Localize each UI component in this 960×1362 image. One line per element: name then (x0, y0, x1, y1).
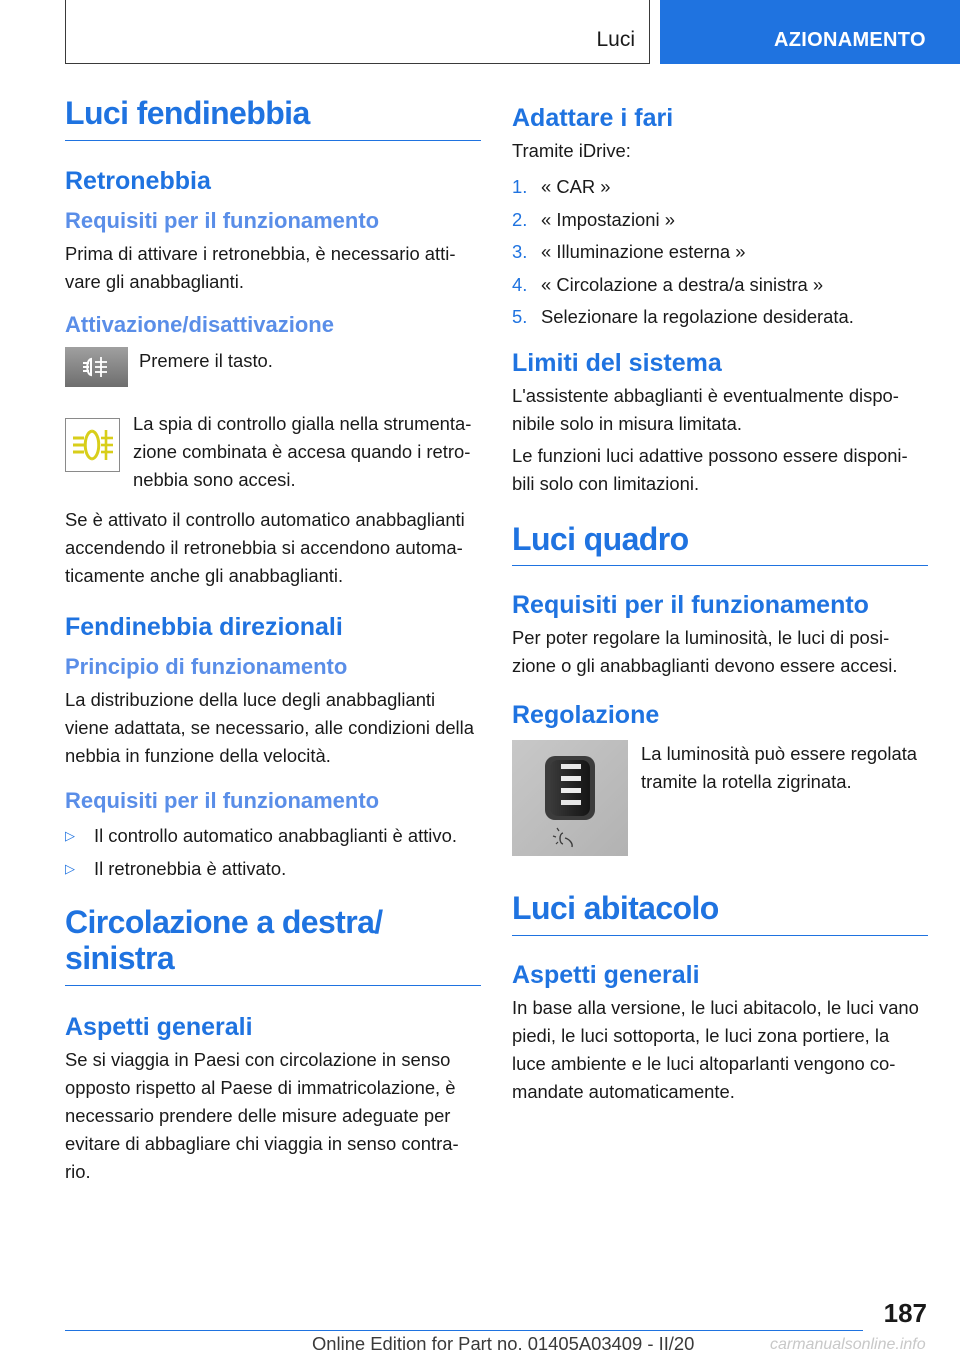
principle-text: La distribuzione della luce degli anabbaglianti viene adattata, se necessario, alle condizioni della nebbia in funzione della velocità. (65, 689, 474, 766)
idrive-steps (512, 171, 928, 334)
rear-fog-indicator-icon (65, 418, 120, 477)
fog-lights-title: Luci fendinebbia (65, 96, 481, 141)
interior-general-heading: Aspetti generali (512, 961, 700, 990)
press-button-text: Premere il tasto. (139, 349, 273, 371)
list-item: 4. « Circolazione a destra/a sinistra » (512, 273, 824, 295)
regulation-text: La luminosità può essere regolata tramite la rotella zigrinata. (641, 743, 918, 793)
activation-heading: Attivazione/disattivazione (65, 312, 334, 338)
fog-indicator-row (65, 410, 481, 494)
requirements-text: Prima di attivare i retronebbia, è necessario atti- vare gli anabbaglianti. (65, 243, 456, 293)
header-section-label: Luci (596, 28, 635, 51)
left-column (65, 96, 481, 1186)
adapt-headlights-heading: Adattare i fari (512, 104, 674, 132)
list-item: 3. « Illuminazione esterna » (512, 241, 746, 262)
regulation-row (512, 740, 928, 861)
list-item: 5. Selezionare la regolazione desiderata. (512, 306, 854, 327)
limits-text-1: L'assistente abbaglianti è eventualmente dispo- nibile solo in misura limitata. (512, 384, 899, 434)
directional-fog-heading: Fendinebbia direzionali (65, 612, 343, 641)
interior-text: In base alla versione, le luci abitacolo, le luci vano piedi, le luci sottoporta, le luci zona portiere, la luce ambiente e le luci altoparlanti vengono co- mandate automaticamente. (512, 997, 919, 1103)
page-number: 187 (883, 1298, 927, 1328)
rear-fog-heading: Retronebbia (65, 166, 211, 195)
panel-lights-title: Luci quadro (512, 522, 928, 567)
list-item: 1. « CAR » (512, 176, 611, 197)
page-header (0, 0, 960, 66)
panel-requirements-heading: Requisiti per il funzionamento (512, 591, 869, 620)
auto-control-text: Se è attivato il controllo automatico anabbaglianti accendendo il retronebbia si accendono automa- ticamente anche gli anabbaglianti. (65, 508, 465, 586)
general-heading: Aspetti generali (65, 1013, 253, 1042)
list-item: ▷ Il retronebbia è attivato. (65, 855, 481, 883)
indicator-text: La spia di controllo gialla nella strumenta- zione combinata è accesa quando i retro- nebbia sono accesi. (133, 412, 472, 490)
fog-button-row (65, 347, 481, 392)
right-column (512, 96, 928, 1106)
rear-fog-button-icon (65, 347, 128, 392)
general-text: Se si viaggia in Paesi con circolazione in senso opposto rispetto al Paese di immatricolazione, è necessario prendere delle misure adeguate per evitare di abbagliare chi viaggia in senso contra- rio. (65, 1049, 459, 1183)
list-item: ▷ Il controllo automatico anabbaglianti è attivo. (65, 822, 481, 850)
system-limits-heading: Limiti del sistema (512, 348, 722, 377)
principle-heading: Principio di funzionamento (65, 653, 348, 679)
footer-divider (65, 1330, 863, 1331)
panel-requirements-text: Per poter regolare la luminosità, le luci di posi- zione o gli anabbaglianti devono essere accesi. (512, 627, 898, 677)
triangle-bullet-icon: ▷ (65, 861, 75, 877)
watermark: carmanualsonline.info (770, 1336, 926, 1353)
header-section-box (65, 0, 650, 64)
interior-lights-title: Luci abitacolo (512, 891, 928, 936)
limits-text-2: Le funzioni luci adattive possono essere disponi- bili solo con limitazioni. (512, 444, 908, 494)
dimmer-wheel-photo (512, 740, 628, 861)
header-chapter-tab[interactable] (660, 0, 960, 64)
footer-edition: Online Edition for Part no. 01405A03409 - II/20 (312, 1333, 695, 1354)
adapt-intro: Tramite iDrive: (512, 140, 631, 161)
requirements2-list (65, 822, 481, 883)
regulation-heading: Regolazione (512, 701, 660, 730)
triangle-bullet-icon: ▷ (65, 828, 75, 844)
list-item: 2. « Impostazioni » (512, 208, 675, 230)
requirements-heading: Requisiti per il funzionamento (65, 207, 380, 233)
requirements2-heading: Requisiti per il funzionamento (65, 788, 380, 813)
traffic-side-title: Circolazione a destra/ sinistra (65, 905, 481, 986)
header-chapter-label: AZIONAMENTO (774, 29, 926, 51)
